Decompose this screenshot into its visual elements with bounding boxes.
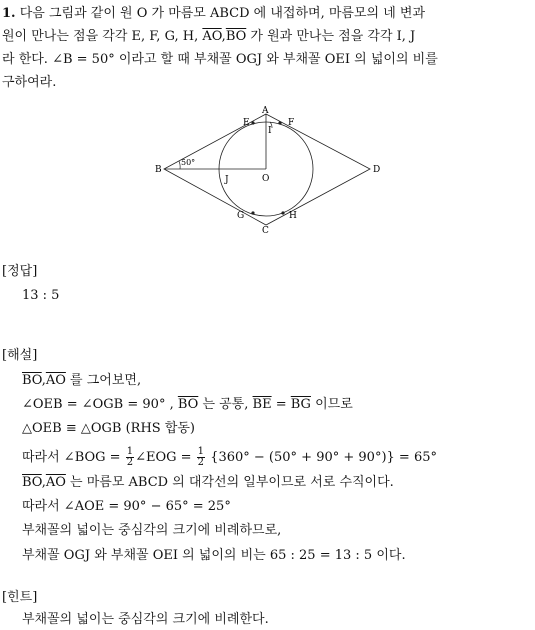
fraction-half — [126, 447, 134, 468]
segment-ao: $\overline{AO}$ — [45, 475, 66, 490]
solution-line-1 — [22, 373, 141, 389]
solution-text-5: 는 마름모 ABCD 의 대각선의 일부이므로 서로 수직이다. — [70, 475, 394, 490]
solution-text-4c: {360° − (50° + 90° + 90°)} = 65° — [210, 450, 437, 465]
label-i: I — [268, 126, 272, 136]
angle-label-50: 50° — [181, 158, 196, 167]
hint-text: 부채꼴의 넓이는 중심각의 크기에 비례한다. — [22, 612, 269, 627]
fraction-half — [197, 447, 205, 468]
solution-header: [해설] — [2, 348, 38, 363]
answer-value: 13 : 5 — [22, 288, 60, 303]
answer-header: [정답] — [2, 264, 38, 279]
label-o: O — [262, 174, 270, 184]
segment-bo: $\overline{BO}$ — [225, 29, 247, 44]
segment-be: $\overline{BE}$ — [252, 397, 272, 412]
rhombus — [164, 114, 370, 225]
solution-text-2c: 이므로 — [315, 397, 353, 412]
solution-text-1: 를 그어보면, — [70, 373, 142, 388]
label-d: D — [373, 165, 381, 175]
point-f — [278, 121, 281, 124]
segment-ao: $\overline{AO}$ — [45, 373, 66, 388]
solution-line-3: △OEB ≡ △OGB (RHS 합동) — [22, 421, 196, 436]
label-f: F — [288, 118, 295, 128]
solution-line-5 — [22, 475, 394, 491]
fraction-numerator: 1 — [126, 446, 134, 457]
problem-text-1: 다음 그림과 같이 원 O 가 마름모 ABCD 에 내접하며, 마름모의 네 변과 — [19, 6, 426, 21]
label-a: A — [262, 106, 269, 116]
solution-text-2b: 는 공통, — [202, 397, 249, 412]
label-e: E — [243, 118, 250, 128]
segment-bg: $\overline{BG}$ — [290, 397, 311, 412]
fraction-denominator: 2 — [197, 457, 205, 468]
label-h: H — [289, 211, 297, 221]
point-g — [251, 211, 254, 214]
problem-number: 1. — [2, 6, 16, 21]
point-e — [251, 121, 254, 124]
fraction-numerator: 1 — [197, 446, 205, 457]
segment-ao: $\overline{AO}$ — [202, 29, 222, 44]
segment-bo: $\overline{BO}$ — [177, 397, 199, 412]
problem-line-2 — [2, 29, 415, 45]
segment-bo: $\overline{BO}$ — [22, 373, 42, 388]
label-c: C — [262, 226, 269, 236]
problem-text-2b: 가 원과 만나는 점을 각각 I, J — [250, 29, 416, 44]
problem-text-2a: 원이 만나는 점을 각각 E, F, G, H, — [2, 29, 199, 44]
solution-line-8: 부채꼴 OGJ 와 부채꼴 OEI 의 넓이의 비는 65 : 25 = 13 : 5 이다. — [22, 548, 406, 563]
solution-line-7: 부채꼴의 넓이는 중심각의 크기에 비례하므로, — [22, 523, 282, 538]
comma: , — [41, 373, 46, 388]
problem-line-4: 구하여라. — [2, 75, 57, 90]
segment-bo: $\overline{BO}$ — [22, 475, 42, 490]
solution-line-2 — [22, 397, 353, 413]
comma: , — [41, 475, 46, 490]
solution-text-4b: ∠EOG = — [135, 450, 192, 465]
angle-arc — [179, 161, 180, 169]
problem-line-1 — [2, 6, 425, 22]
problem-line-3: 라 한다. ∠B = 50° 이라고 할 때 부채꼴 OGJ 와 부채꼴 OEI 의 넓이의 비를 — [2, 52, 438, 67]
label-j: J — [225, 175, 229, 185]
rhombus-figure — [0, 100, 535, 240]
solution-text-4a: 따라서 ∠BOG = — [22, 450, 121, 465]
solution-text-2a: ∠OEB = ∠OGB = 90° , — [22, 397, 174, 412]
solution-line-6: 따라서 ∠AOE = 90° − 65° = 25° — [22, 499, 231, 514]
label-g: G — [237, 211, 245, 221]
point-h — [281, 211, 284, 214]
solution-line-4 — [22, 445, 437, 471]
equals-sign: = — [275, 397, 287, 412]
comma: , — [221, 29, 226, 44]
fraction-denominator: 2 — [126, 457, 134, 468]
hint-header: [힌트] — [2, 590, 38, 605]
label-b: B — [155, 165, 162, 175]
